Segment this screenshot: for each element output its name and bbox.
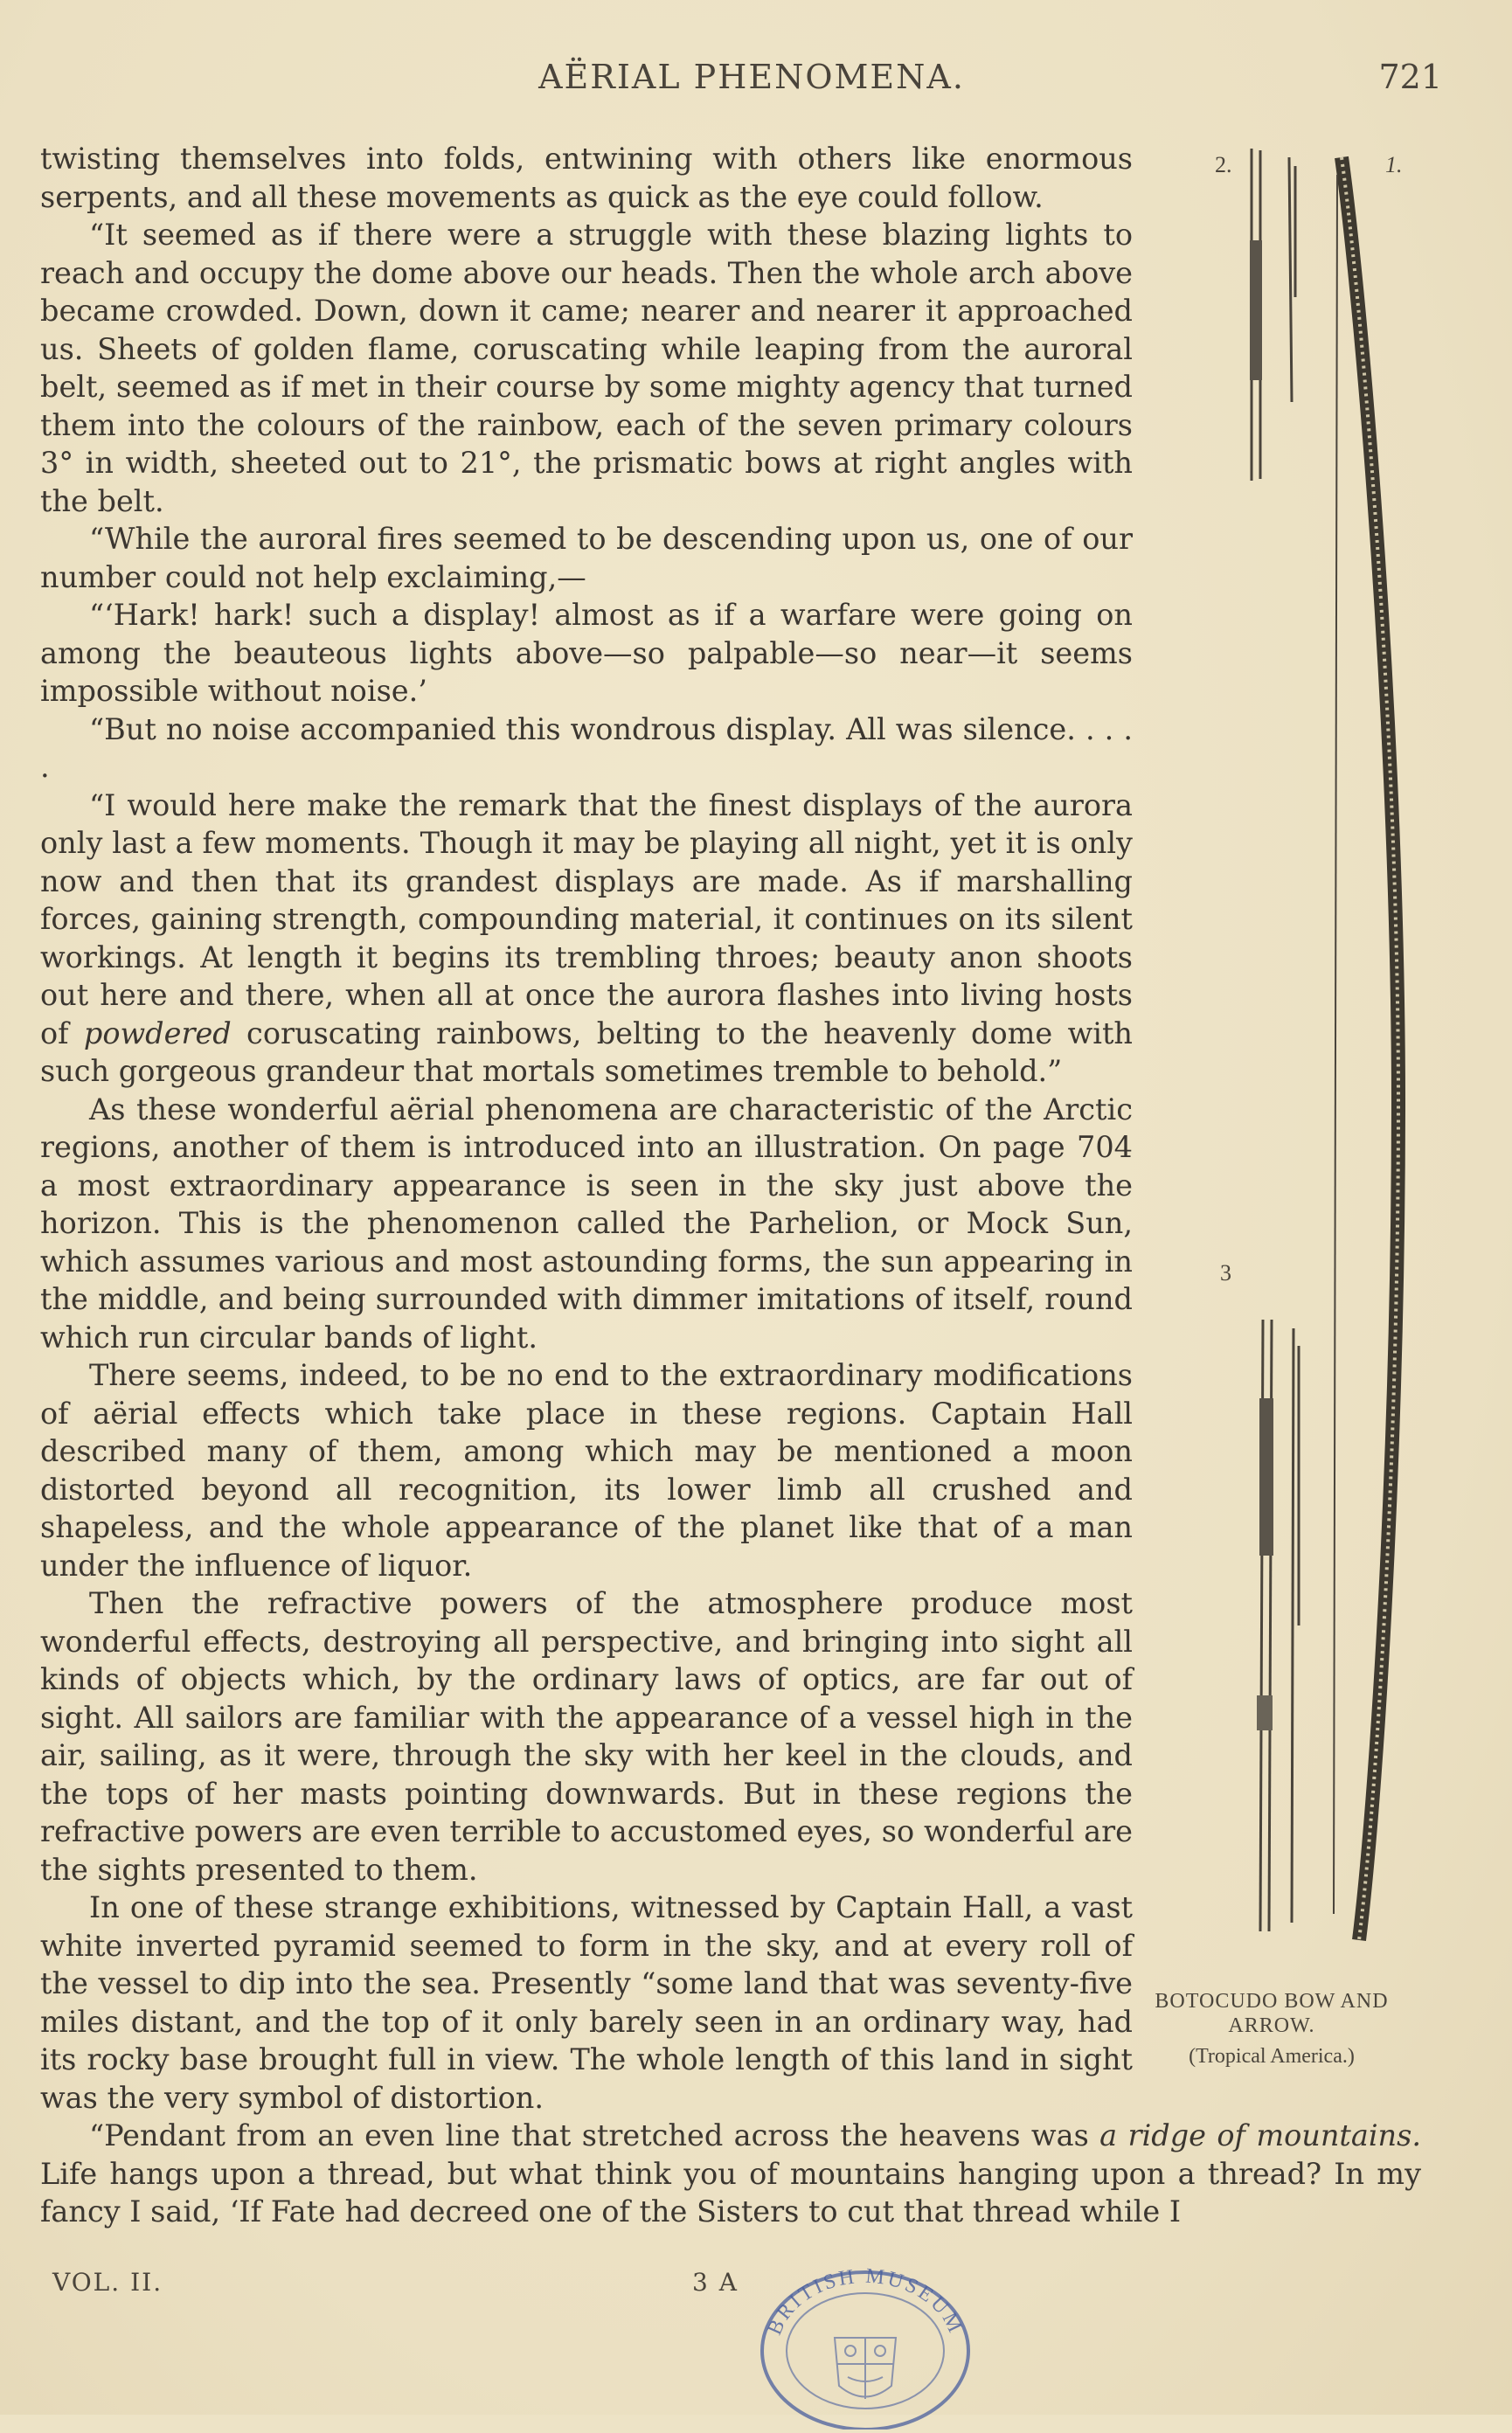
- library-stamp-icon: [752, 2255, 979, 2430]
- figure-label-3: 3: [1220, 1260, 1231, 1286]
- italic-word: powdered: [83, 1015, 232, 1050]
- stamp-text: BRITISH MUSEUM: [763, 2264, 968, 2339]
- caption-subtitle: (Tropical America.): [1189, 2045, 1355, 2068]
- signature-mark: 3 A: [692, 2268, 739, 2297]
- paragraph: There seems, indeed, to be no end to the extraordinary modifications of aërial effects which take place in these regions. Captain Hall described many of them, among which may be mentioned a moon distorted beyond all recognition, its lower limb all crushed and shapeless, and the whole appearance of the planet like that of a man under the influence of liquor.: [40, 1358, 1133, 1583]
- bow-arrow-engraving: [1162, 140, 1425, 1975]
- paragraph: [40, 2117, 1421, 2231]
- paragraph: “It seemed as if there were a struggle with these blazing lights to reach and occupy the dome above our heads. Then the whole arch above became crowded. Down, down it came; nearer and nearer it approached us. Sheets of golden flame, coruscating while leaping from the auroral belt, seemed as if met in their course by some mighty agency that turned them into the colours of the rainbow, each of the seven primary colours 3° in width, sheeted out to 21°, the prismatic bows at right angles with the belt.: [40, 218, 1133, 518]
- volume-label: VOL. II.: [52, 2268, 163, 2297]
- figure-label-2: 2.: [1215, 152, 1232, 177]
- bow-and-arrow-illustration: [1162, 140, 1425, 1975]
- italic-phrase: a ridge of mountains.: [1099, 2118, 1421, 2152]
- paragraph: [40, 787, 1133, 1091]
- paragraph-text: coruscating rainbows, belting to the heavenly dome with such gorgeous grandeur that mortals sometimes tremble to behold.”: [40, 1015, 1133, 1088]
- paragraph: “But no noise accompanied this wondrous display. All was silence. . . . .: [40, 711, 1133, 784]
- bow-icon: [1334, 157, 1398, 1940]
- caption-title: BOTOCUDO BOW AND ARROW.: [1155, 1990, 1389, 2037]
- paragraph-text: “Pendant from an even line that stretched across the heavens was: [89, 2118, 1100, 2152]
- paragraph-text: Life hangs upon a thread, but what think you of mountains hanging upon a thread? In my fancy I said, ‘If Fate had decreed one of the Sisters to cut that thread while I: [40, 2156, 1421, 2229]
- arrow-2-icon: [1250, 149, 1295, 481]
- paragraph: “‘Hark! hark! such a display! almost as if a warfare were going on among the beauteous lights above—so palpable—so near—it seems impossible without noise.’: [40, 598, 1133, 708]
- page-number: 721: [1378, 58, 1442, 96]
- arrow-3-icon: [1257, 1320, 1299, 1931]
- british-museum-stamp: [752, 2255, 979, 2430]
- figure-label-1: 1.: [1385, 152, 1403, 177]
- paragraph-text: “I would here make the remark that the finest displays of the aurora only last a few moments. Though it may be playing all night, yet it is only now and then that its grandest displays are made. As if marshalling forces, gaining strength, compounding material, it continues on its silent workings. At length it begins its trembling throes; beauty anon shoots out here and there, when all at once the aurora flashes into living hosts of: [40, 787, 1133, 1050]
- paragraph: “While the auroral fires seemed to be descending upon us, one of our number could not help exclaiming,—: [40, 522, 1133, 594]
- paragraph: twisting themselves into folds, entwining with others like enormous serpents, and all these movements as quick as the eye could follow.: [40, 142, 1133, 214]
- paragraph: In one of these strange exhibitions, witnessed by Captain Hall, a vast white inverted pyramid seemed to form in the sky, and at every roll of the vessel to dip into the sea. Presently “some land that was seventy-five miles distant, and the top of it only barely seen in an ordinary way, had its rocky base brought full in view. The whole length of this land in sight was the very symbol of distortion.: [40, 1890, 1133, 2115]
- paragraph: As these wonderful aërial phenomena are characteristic of the Arctic regions, another of them is introduced into an illustration. On page 704 a most extraordinary appearance is seen in the sky just above the horizon. This is the phenomenon called the Parhelion, or Mock Sun, which assumes various and most astounding forms, the sun appearing in the middle, and being surrounded with dimmer imitations of itself, round which run circular bands of light.: [40, 1092, 1133, 1355]
- paragraph: Then the refractive powers of the atmosphere produce most wonderful effects, destroying all perspective, and bringing into sight all kinds of objects which, by the ordinary laws of optics, are far out of sight. All sailors are familiar with the appearance of a vessel high in the air, sailing, as it were, through the sky with her keel in the clouds, and the tops of her masts pointing downwards. But in these regions the refractive powers are even terrible to accustomed eyes, so wonderful are the sights presented to them.: [40, 1586, 1133, 1887]
- figure-caption: [1127, 1989, 1416, 2071]
- running-title: AËRIAL PHENOMENA.: [538, 58, 965, 96]
